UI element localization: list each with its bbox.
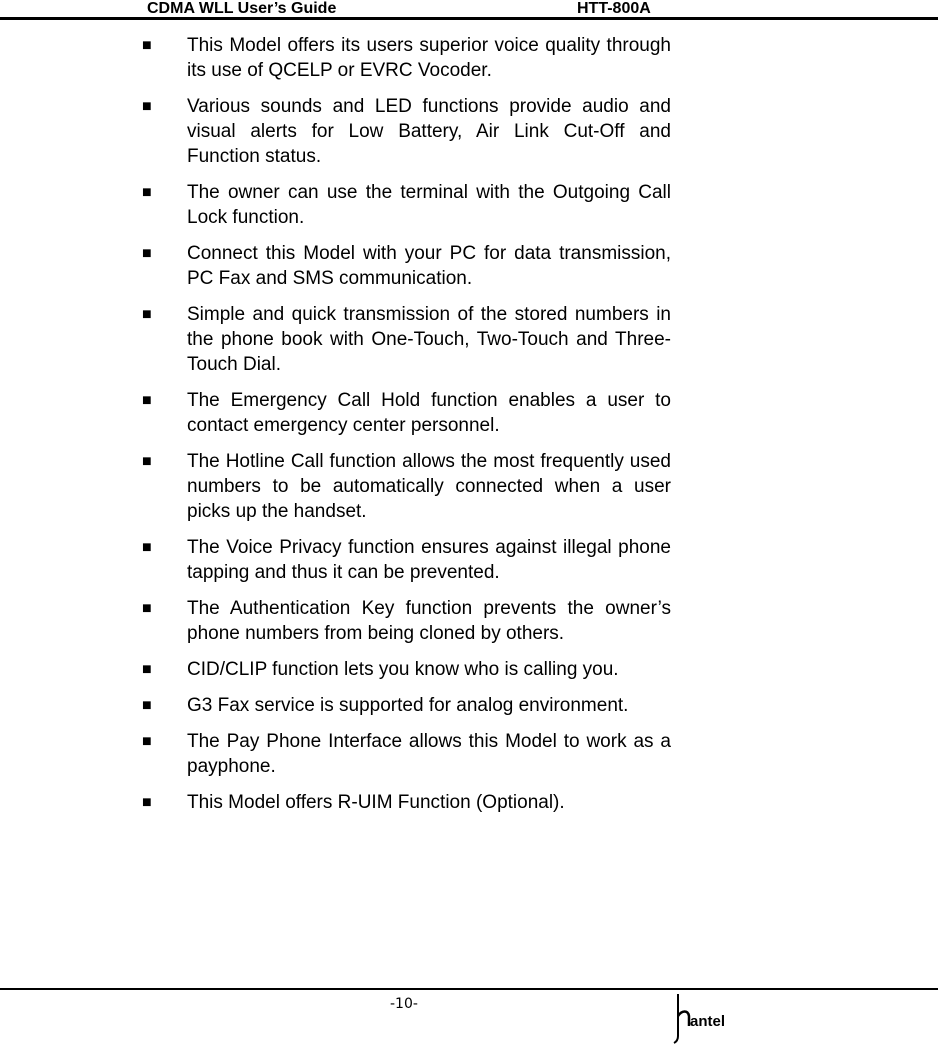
svg-text:antel: antel	[690, 1013, 726, 1030]
feature-text: This Model offers R-UIM Function (Optional).	[187, 792, 565, 813]
list-item	[140, 790, 685, 815]
page-header	[0, 0, 938, 20]
bullet-square-icon: ■	[142, 600, 152, 617]
feature-text: The owner can use the terminal with the Outgoing Call Lock function.	[187, 182, 671, 228]
feature-text: This Model offers its users superior voice quality through its use of QCELP or EVRC Vocoder.	[187, 35, 671, 81]
list-item	[140, 180, 685, 230]
feature-text: Connect this Model with your PC for data transmission, PC Fax and SMS communication.	[187, 243, 671, 289]
model-number: HTT-800A	[577, 0, 651, 17]
feature-list	[140, 33, 685, 826]
bullet-square-icon: ■	[142, 697, 152, 714]
bullet-square-icon: ■	[142, 794, 152, 811]
footer-rule	[0, 988, 938, 990]
feature-text: CID/CLIP function lets you know who is calling you.	[187, 659, 619, 680]
bullet-square-icon: ■	[142, 245, 152, 262]
feature-text: Simple and quick transmission of the stored numbers in the phone book with One-Touch, Two-Touch and Three-Touch Dial.	[187, 304, 671, 375]
header-rule	[0, 17, 938, 20]
list-item	[140, 302, 685, 377]
feature-text: The Pay Phone Interface allows this Model to work as a payphone.	[187, 731, 671, 777]
hantel-logo	[672, 992, 744, 1044]
bullet-square-icon: ■	[142, 733, 152, 750]
list-item	[140, 693, 685, 718]
feature-text: The Emergency Call Hold function enables a user to contact emergency center personnel.	[187, 390, 671, 436]
list-item	[140, 449, 685, 524]
list-item	[140, 94, 685, 169]
bullet-square-icon: ■	[142, 98, 152, 115]
bullet-square-icon: ■	[142, 539, 152, 556]
list-item	[140, 535, 685, 585]
list-item	[140, 596, 685, 646]
feature-text: The Hotline Call function allows the most frequently used numbers to be automatically connected when a user picks up the handset.	[187, 451, 671, 522]
list-item	[140, 657, 685, 682]
feature-text: G3 Fax service is supported for analog environment.	[187, 695, 629, 716]
document-title: CDMA WLL User’s Guide	[147, 0, 337, 17]
bullet-square-icon: ■	[142, 453, 152, 470]
list-item	[140, 388, 685, 438]
feature-text: Various sounds and LED functions provide audio and visual alerts for Low Battery, Air Link Cut-Off and Function status.	[187, 96, 671, 167]
bullet-square-icon: ■	[142, 37, 152, 54]
list-item	[140, 33, 685, 83]
bullet-square-icon: ■	[142, 392, 152, 409]
bullet-square-icon: ■	[142, 661, 152, 678]
feature-text: The Authentication Key function prevents the owner’s phone numbers from being cloned by others.	[187, 598, 671, 644]
bullet-square-icon: ■	[142, 184, 152, 201]
list-item	[140, 241, 685, 291]
feature-text: The Voice Privacy function ensures against illegal phone tapping and thus it can be prevented.	[187, 537, 671, 583]
page-number: -10-	[390, 996, 418, 1012]
list-item	[140, 729, 685, 779]
bullet-square-icon: ■	[142, 306, 152, 323]
